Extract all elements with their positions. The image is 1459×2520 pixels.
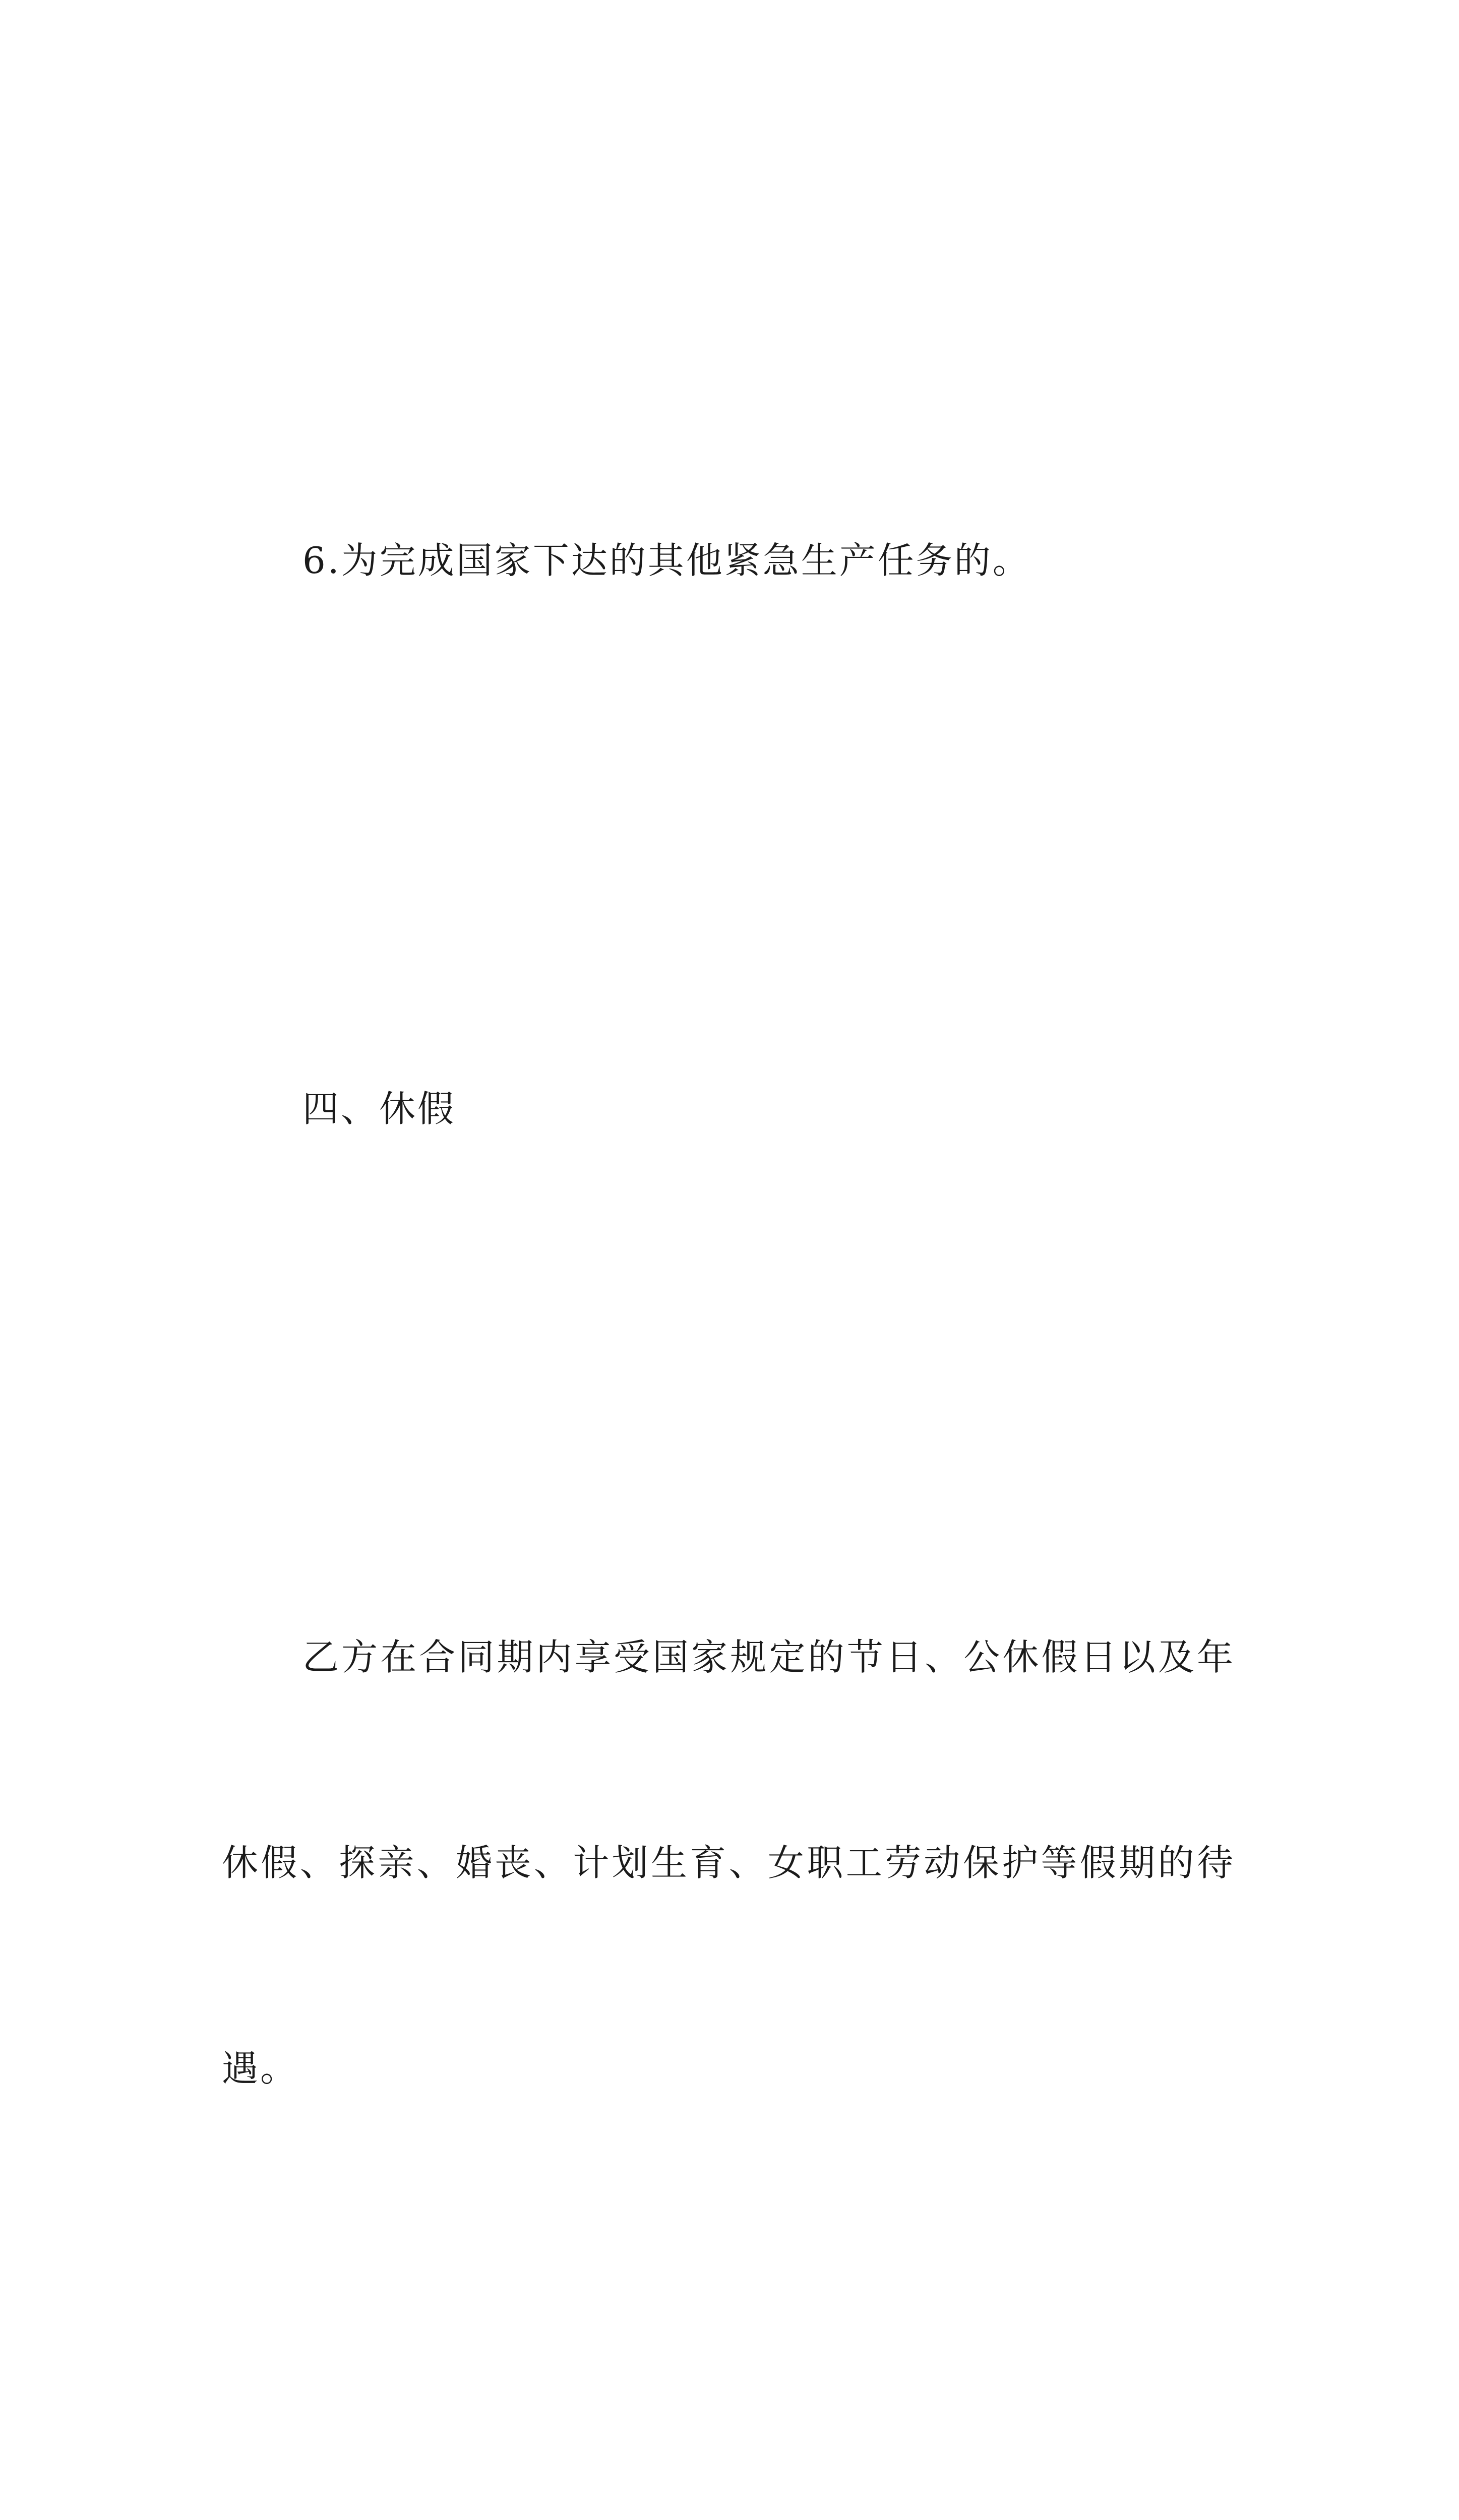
signature-parties [222,2445,1235,2520]
text-line: 休假、探亲、婚丧、计划生育、女职工劳动保护等假期的待 [222,1842,1235,1884]
paragraph-vacation-terms [222,1486,1235,2240]
document-body [222,183,1235,2520]
text-line: 四、休假 [302,1088,456,1130]
text-line: 遇。 [222,2047,299,2090]
paragraph-emergency-task [222,389,1235,732]
section-heading-vacation [222,937,1235,1280]
text-line: 乙方在合同期内享受国家规定的节日、公休假日以及年 [302,1636,1235,1678]
text-line: 6.为完成国家下达的其他紧急生产任务的。 [302,539,1031,582]
